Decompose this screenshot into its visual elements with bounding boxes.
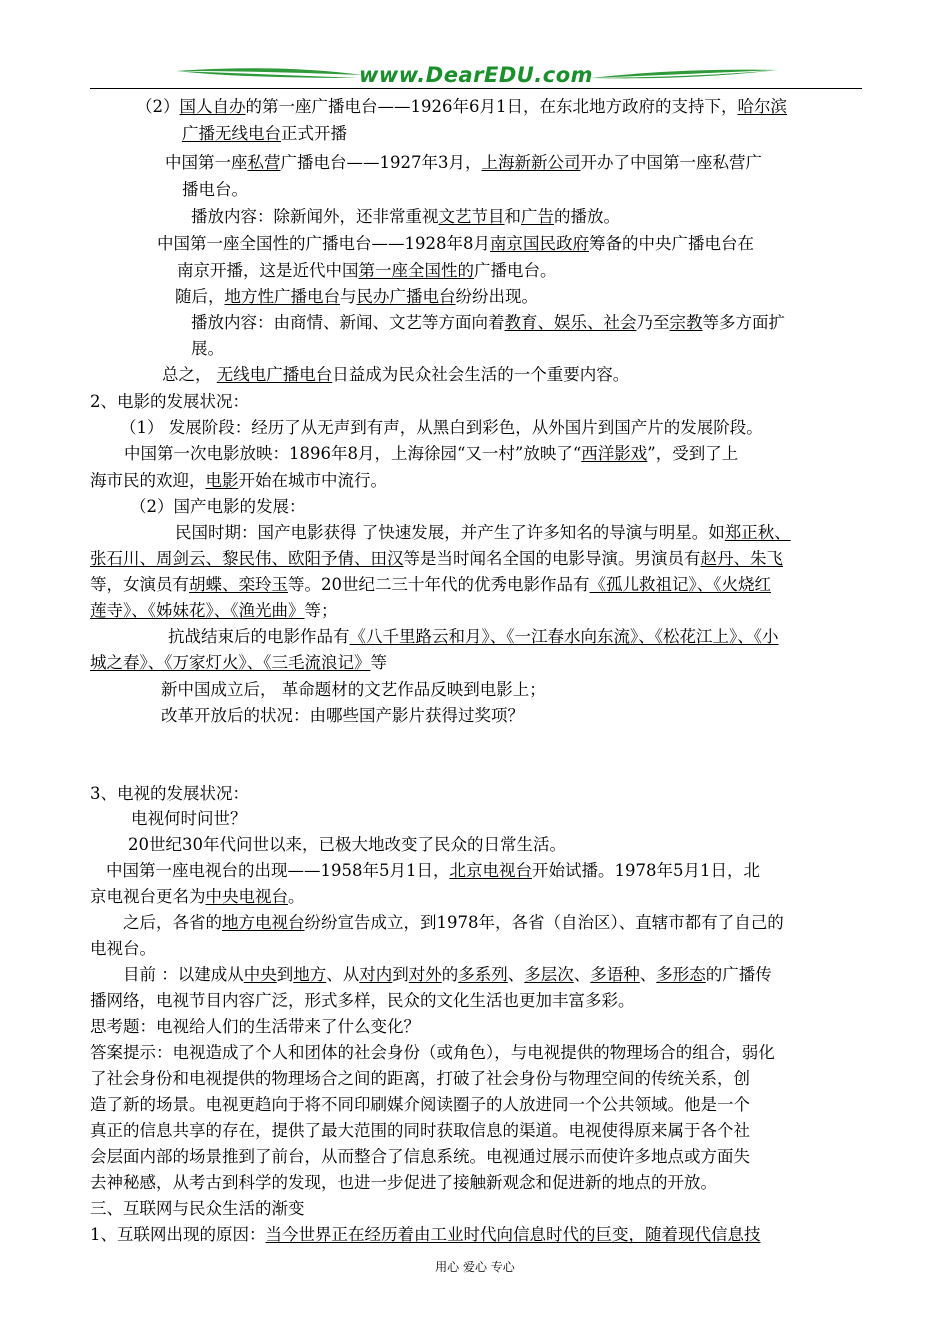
underlined-term: 无线电广播电台 bbox=[216, 365, 333, 384]
text-run: 20世纪30年代问世以来，已极大地改变了民众的日常生活。 bbox=[128, 835, 566, 854]
text-run: 等 bbox=[370, 653, 387, 672]
text-run: 播放内容：除新闻外，还非常重视 bbox=[191, 207, 439, 226]
text-line bbox=[90, 547, 783, 571]
text-run: 等是当时闻名全国的电影导演。男演员有 bbox=[403, 549, 701, 568]
text-line bbox=[161, 704, 524, 728]
text-run: 总之， bbox=[162, 365, 217, 384]
text-line bbox=[90, 782, 249, 806]
text-line bbox=[90, 1041, 775, 1065]
text-line bbox=[90, 1223, 761, 1247]
text-line bbox=[131, 807, 247, 831]
text-run: 2、电影的发展状况： bbox=[90, 392, 249, 411]
text-run: 开办了中国第一座私营广 bbox=[580, 153, 762, 172]
underlined-term: 地方性广播电台 bbox=[224, 287, 340, 306]
underlined-term: 对外 bbox=[408, 965, 442, 984]
text-line bbox=[175, 521, 791, 545]
underlined-term: 多系列 bbox=[458, 965, 508, 984]
page-footer: 用心 爱心 专心 bbox=[435, 1260, 515, 1274]
text-run: （2）国产电影的发展： bbox=[130, 497, 306, 516]
text-run: 纷纷宣告成立，到1978年，各省（自治区）、直辖市都有了自己的 bbox=[304, 913, 784, 932]
text-run: （1） 发展阶段：经历了从无声到有声，从黑白到彩色，从外国片到国产片的发展阶段。 bbox=[120, 418, 763, 437]
text-line bbox=[191, 337, 224, 361]
text-run: 1、互联网出现的原因： bbox=[90, 1225, 266, 1244]
text-run: 筹备的中央广播电台在 bbox=[589, 234, 754, 253]
text-line bbox=[120, 416, 763, 440]
text-run: 、 bbox=[573, 965, 591, 984]
text-line bbox=[165, 151, 762, 175]
underlined-term: 西洋影戏 bbox=[581, 444, 648, 463]
text-run: 随后， bbox=[175, 287, 225, 306]
text-run: 与 bbox=[340, 287, 357, 306]
underlined-term: 中央电视台 bbox=[205, 887, 288, 906]
text-run: 等。20世纪二三十年代的优秀电影作品有 bbox=[288, 575, 590, 594]
text-line bbox=[90, 1067, 750, 1091]
text-run: 开始在城市中流行。 bbox=[238, 471, 387, 490]
underlined-term: 张石川、周剑云、黎民伟、欧阳予倩、田汉 bbox=[90, 549, 404, 568]
text-run: （2） bbox=[136, 97, 180, 116]
underlined-term: 《孤儿救祖记》、《火烧红 bbox=[589, 575, 771, 594]
text-run: 的播放。 bbox=[554, 207, 620, 226]
text-run: 、 bbox=[507, 965, 525, 984]
header-rule bbox=[90, 88, 862, 89]
underlined-term: 广播无线电台 bbox=[182, 124, 281, 143]
text-line bbox=[90, 469, 387, 493]
text-run: 电视何时问世？ bbox=[131, 809, 247, 828]
text-run: 播网络，电视节目内容广泛，形式多样，民众的文化生活也更加丰富多彩。 bbox=[90, 991, 635, 1010]
underlined-term: 中央 bbox=[243, 965, 277, 984]
text-run: 等； bbox=[304, 601, 338, 620]
text-line bbox=[90, 1171, 717, 1195]
underlined-term: 上海新新公司 bbox=[481, 153, 581, 172]
text-run: 播电台。 bbox=[182, 180, 248, 199]
text-run: 和 bbox=[504, 207, 521, 226]
underlined-term: 北京电视台 bbox=[449, 861, 532, 880]
text-line bbox=[168, 625, 779, 649]
text-line bbox=[90, 1015, 420, 1039]
text-run: 思考题：电视给人们的生活带来了什么变化？ bbox=[90, 1017, 420, 1036]
text-run: 了社会身份和电视提供的物理场合之间的距离，打破了社会身份与物理空间的传统关系，创 bbox=[90, 1069, 750, 1088]
text-run: 真正的信息共享的存在，提供了最大范围的同时获取信息的渠道。电视使得原来属于各个社 bbox=[90, 1121, 750, 1140]
text-line bbox=[90, 599, 338, 623]
text-run: 。 bbox=[288, 887, 305, 906]
text-run: 3、电视的发展状况： bbox=[90, 784, 249, 803]
underlined-term: 哈尔滨 bbox=[737, 97, 787, 116]
underlined-term: 城之春》、《万家灯火》、《三毛流浪记》 bbox=[90, 653, 371, 672]
text-run: 等多方面扩 bbox=[702, 313, 785, 332]
underlined-term: 国人自办 bbox=[179, 97, 246, 116]
text-run: 等，女演员有 bbox=[90, 575, 189, 594]
text-line bbox=[90, 390, 249, 414]
text-line bbox=[191, 311, 785, 335]
text-line bbox=[90, 885, 305, 909]
site-logo-text: www.DearEDU.com bbox=[358, 63, 594, 87]
underlined-term: 对内 bbox=[359, 965, 393, 984]
text-run: 之后，各省的 bbox=[123, 913, 222, 932]
text-line bbox=[182, 178, 248, 202]
text-line bbox=[123, 911, 784, 935]
underlined-term: 教育、娱乐、社会 bbox=[504, 313, 637, 332]
text-run: 中国第一座电视台的出现——1958年5月1日， bbox=[106, 861, 450, 880]
underlined-term: 文艺节目 bbox=[438, 207, 505, 226]
text-run: 展。 bbox=[191, 339, 224, 358]
text-line bbox=[124, 442, 738, 466]
text-run: 民国时期：国产电影获得 了快速发展，并产生了许多知名的导演与明星。如 bbox=[175, 523, 725, 542]
underlined-term: 莲寺》、《姊妹花》、《渔光曲》 bbox=[90, 601, 305, 620]
underlined-term: 多语种 bbox=[590, 965, 640, 984]
text-run: 改革开放后的状况：由哪些国产影片获得过奖项？ bbox=[161, 706, 524, 725]
text-run: 的 bbox=[441, 965, 459, 984]
text-run: 电视台。 bbox=[90, 939, 156, 958]
text-line bbox=[136, 95, 787, 119]
underlined-term: 私营 bbox=[247, 153, 281, 172]
underlined-term: 郑正秋、 bbox=[724, 523, 791, 542]
text-run: 播放内容：由商情、新闻、文艺等方面向着 bbox=[191, 313, 505, 332]
text-line bbox=[90, 1197, 305, 1221]
text-line bbox=[191, 205, 620, 229]
text-run: 到 bbox=[392, 965, 409, 984]
text-line bbox=[90, 989, 635, 1013]
underlined-term: 电影 bbox=[205, 471, 239, 490]
text-run: 、 bbox=[639, 965, 657, 984]
underlined-term: 多形态 bbox=[656, 965, 706, 984]
text-run: 中国第一座全国性的广播电台——1928年8月 bbox=[157, 234, 490, 253]
text-run: 开始试播。1978年5月1日，北 bbox=[532, 861, 760, 880]
text-run: 中国第一座 bbox=[165, 153, 248, 172]
text-run: 的广播传 bbox=[705, 965, 772, 984]
text-run: ”，受到了上 bbox=[647, 444, 739, 463]
text-line bbox=[90, 651, 387, 675]
underlined-term: 第一座全国性的 bbox=[358, 261, 474, 280]
underlined-term: 广告 bbox=[521, 207, 554, 226]
text-run: 造了新的场景。电视更趋向于将不同印刷媒介阅读圈子的人放进同一个公共领域。他是一个 bbox=[90, 1095, 750, 1114]
text-run: 抗战结束后的电影作品有 bbox=[168, 627, 350, 646]
text-run: 新中国成立后， 革命题材的文艺作品反映到电影上； bbox=[161, 680, 546, 699]
text-line bbox=[123, 963, 772, 987]
underlined-term: 宗教 bbox=[669, 313, 703, 332]
text-run: 海市民的欢迎， bbox=[90, 471, 206, 490]
text-run: 、从 bbox=[326, 965, 360, 984]
text-line bbox=[106, 859, 760, 883]
text-line bbox=[130, 495, 306, 519]
text-run: 日益成为民众社会生活的一个重要内容。 bbox=[332, 365, 630, 384]
text-run: 中国第一次电影放映：1896年8月，上海徐园“又一村”放映了“ bbox=[124, 444, 582, 463]
text-line bbox=[90, 1145, 750, 1169]
text-run: 广播电台。 bbox=[474, 261, 557, 280]
text-line bbox=[157, 232, 754, 256]
text-run: 去神秘感，从考古到科学的发现，也进一步促进了接触新观念和促进新的地点的开放。 bbox=[90, 1173, 717, 1192]
underlined-term: 地方电视台 bbox=[222, 913, 305, 932]
text-run: 的第一座广播电台——1926年6月1日，在东北地方政府的支持下， bbox=[245, 97, 738, 116]
text-line bbox=[161, 678, 546, 702]
text-line bbox=[182, 122, 347, 146]
text-run: 答案提示：电视造成了个人和团体的社会身份（或角色），与电视提供的物理场合的组合，弱化 bbox=[90, 1043, 775, 1062]
underlined-term: 多层次 bbox=[524, 965, 574, 984]
underlined-term: 赵丹、朱飞 bbox=[700, 549, 783, 568]
text-line bbox=[128, 833, 566, 857]
text-line bbox=[162, 363, 629, 387]
text-line bbox=[90, 1119, 750, 1143]
underlined-term: 南京国民政府 bbox=[490, 234, 589, 253]
underlined-term: 《八千里路云和月》、《一江春水向东流》、《松花江上》、《小 bbox=[349, 627, 779, 646]
text-line bbox=[90, 937, 156, 961]
underlined-term: 胡蝶、栾玲玉 bbox=[189, 575, 288, 594]
text-run: 到 bbox=[276, 965, 294, 984]
text-line bbox=[90, 573, 771, 597]
underlined-term: 民办广播电台 bbox=[356, 287, 456, 306]
text-run: 会层面内部的场景推到了前台，从而整合了信息系统。电视通过展示而使许多地点或方面失 bbox=[90, 1147, 750, 1166]
underlined-term: 地方 bbox=[293, 965, 327, 984]
underlined-term: 当今世界正在经历着由工业时代向信息时代的巨变，随着现代信息技 bbox=[265, 1225, 761, 1244]
text-run: 南京开播，这是近代中国 bbox=[177, 261, 359, 280]
text-line bbox=[177, 259, 557, 283]
text-run: 乃至 bbox=[636, 313, 670, 332]
text-line bbox=[90, 1093, 750, 1117]
text-run: 正式开播 bbox=[281, 124, 347, 143]
text-run: 目前 ：以建成从 bbox=[123, 965, 244, 984]
text-run: 三、互联网与民众生活的渐变 bbox=[90, 1199, 305, 1218]
text-run: 京电视台更名为 bbox=[90, 887, 206, 906]
text-run: 纷纷出现。 bbox=[455, 287, 538, 306]
text-run: 广播电台——1927年3月， bbox=[280, 153, 482, 172]
text-line bbox=[175, 285, 538, 309]
